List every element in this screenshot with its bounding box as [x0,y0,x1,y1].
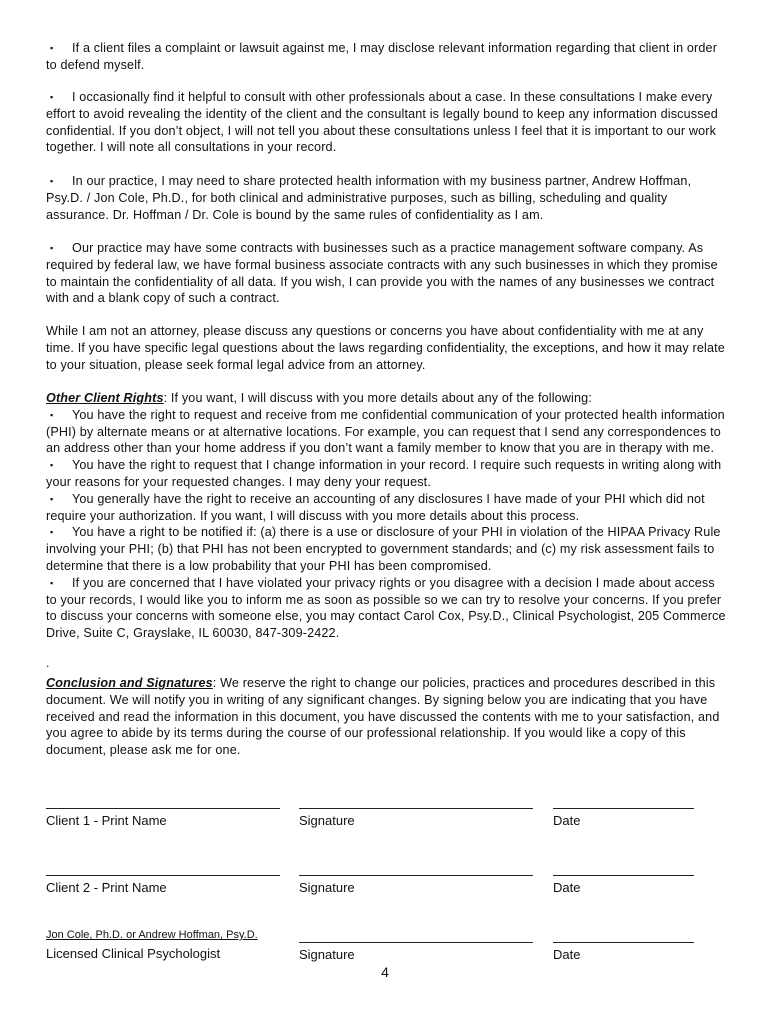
list-item [46,575,726,642]
other-rights-intro-text: : If you want, I will discuss with you more details about any of the following: [163,391,592,405]
signature-line[interactable] [299,861,533,876]
signature-label: Signature [299,880,355,895]
date-line[interactable] [553,794,694,809]
other-rights-intro [46,390,726,407]
date-label: Date [553,947,581,962]
right-text: You have the right to request and receive from me confidential communication of your protected health information (PHI) by alternate means or at alternative locations. For example, you can request that I send any correspondences to an address other than your home address if you don’t want a family member to know that you are in therapy with me. [46,407,725,456]
list-item [46,524,726,574]
right-text: If you are concerned that I have violated your privacy rights or you disagree with a decision I made about access to your records, I would like you to inform me as soon as possible so we can try to resolve your concerns. If you prefer to discuss your concerns with someone else, you may contact Carol Cox, Psy.D., Clinical Psychologist, 205 Commerce Drive, Suite C, Grayslake, IL 60030, 847-309-2422. [46,575,726,641]
clinician-title: Licensed Clinical Psychologist [46,946,221,961]
signature-line[interactable] [299,928,533,943]
bullet-text: Our practice may have some contracts with businesses such as a practice management software company. As required by federal law, we have formal business associate contracts with any such businesses in which they promise to maintain the confidentiality of all data. If you wish, I can provide you with the names of any businesses we contract with and a blank copy of such a contract. [46,241,718,306]
clinician-name-block [46,928,296,961]
bullet-icon: ▪ [50,176,54,186]
conclusion-paragraph [46,675,726,759]
client1-name-field[interactable] [46,794,280,828]
client2-signature-field[interactable] [299,861,533,895]
bullet-icon: ▪ [50,460,54,471]
bullet-icon: ▪ [50,92,54,102]
right-text: You have the right to request that I change information in your record. I require such requests in writing along with your reasons for your requested changes. I may deny your request. [46,458,722,489]
stray-period: . [46,656,50,670]
clinician-date-field[interactable] [553,928,694,962]
client1-signature-field[interactable] [299,794,533,828]
signature-line[interactable] [46,794,280,809]
signature-label: Signature [299,947,355,962]
date-line[interactable] [553,861,694,876]
client1-date-field[interactable] [553,794,694,828]
bullet-icon: ▪ [50,243,54,253]
bullet-consultations [46,89,726,156]
list-item [46,457,726,491]
signature-label: Signature [299,813,355,828]
client1-name-label: Client 1 - Print Name [46,813,167,828]
bullet-text: If a client files a complaint or lawsuit against me, I may disclose relevant information regarding that client in order to defend myself. [46,41,718,72]
bullet-text: In our practice, I may need to share protected health information with my business partner, Andrew Hoffman, Psy.D. / Jon Cole, Ph.D., for both clinical and administrative purposes, such as billing, scheduling and quality assurance. Dr. Hoffman / Dr. Cole is bound by the same rules of confidentiality as I am. [46,174,692,222]
bullet-icon: ▪ [50,409,54,420]
conclusion-text: : We reserve the right to change our policies, practices and procedures described in this document. We will notify you in writing of any significant changes. By signing below you are indicating that you have received and read the information in this document, you have discussed the contents with me to your satisfaction, and you agree to abide by its terms during the course of our professional relationship. If you would like a copy of this document, please ask me for one. [46,676,720,758]
bullet-icon: ▪ [50,43,54,53]
signature-line[interactable] [46,861,280,876]
bullet-icon: ▪ [50,493,54,504]
rights-list [46,407,726,642]
signature-row-client1 [46,794,726,834]
signature-row-client2 [46,861,726,901]
bullet-business-partner [46,173,726,223]
bullet-icon: ▪ [50,577,54,588]
date-label: Date [553,813,581,828]
bullet-complaint-disclosure [46,40,726,74]
page-number: 4 [381,964,389,980]
client2-date-field[interactable] [553,861,694,895]
date-line[interactable] [553,928,694,943]
client2-name-label: Client 2 - Print Name [46,880,167,895]
clinician-signature-field[interactable] [299,928,533,962]
date-label: Date [553,880,581,895]
right-text: You have a right to be notified if: (a) there is a use or disclosure of your PHI in violation of the HIPAA Privacy Rule involving your PHI; (b) that PHI has not been encrypted to government standards; and (c) my risk assessment fails to determine that there is a low probability that your PHI has been compromised. [46,525,721,573]
conclusion-heading: Conclusion and Signatures [46,676,213,690]
other-client-rights-section [46,390,726,642]
list-item [46,491,726,525]
bullet-icon: ▪ [50,527,54,538]
other-rights-heading: Other Client Rights [46,391,164,405]
signature-line[interactable] [299,794,533,809]
client2-name-field[interactable] [46,861,280,895]
right-text: You generally have the right to receive an accounting of any disclosures I have made of your PHI which did not require your authorization. If you want, I will discuss with you more details about this process. [46,491,705,523]
bullet-text: I occasionally find it helpful to consult with other professionals about a case. In these consultations I make every effort to avoid revealing the identity of the client and the consultant is legally bound to keep any information discussed confidential. If you don’t object, I will not tell you about these consultations unless I feel that it is important to our work together. I will note all consultations in your record. [46,90,718,155]
bullet-business-associates [46,240,726,307]
signature-row-clinician [46,928,726,968]
list-item [46,407,726,457]
attorney-paragraph: While I am not an attorney, please discuss any questions or concerns you have about confidentiality with me at any time. If you have specific legal questions about the laws regarding confidentiality, the exceptions, and how it may relate to your situation, please seek formal legal advice from an attorney. [46,324,725,372]
clinician-name: Jon Cole, Ph.D. or Andrew Hoffman, Psy.D. [46,929,258,941]
